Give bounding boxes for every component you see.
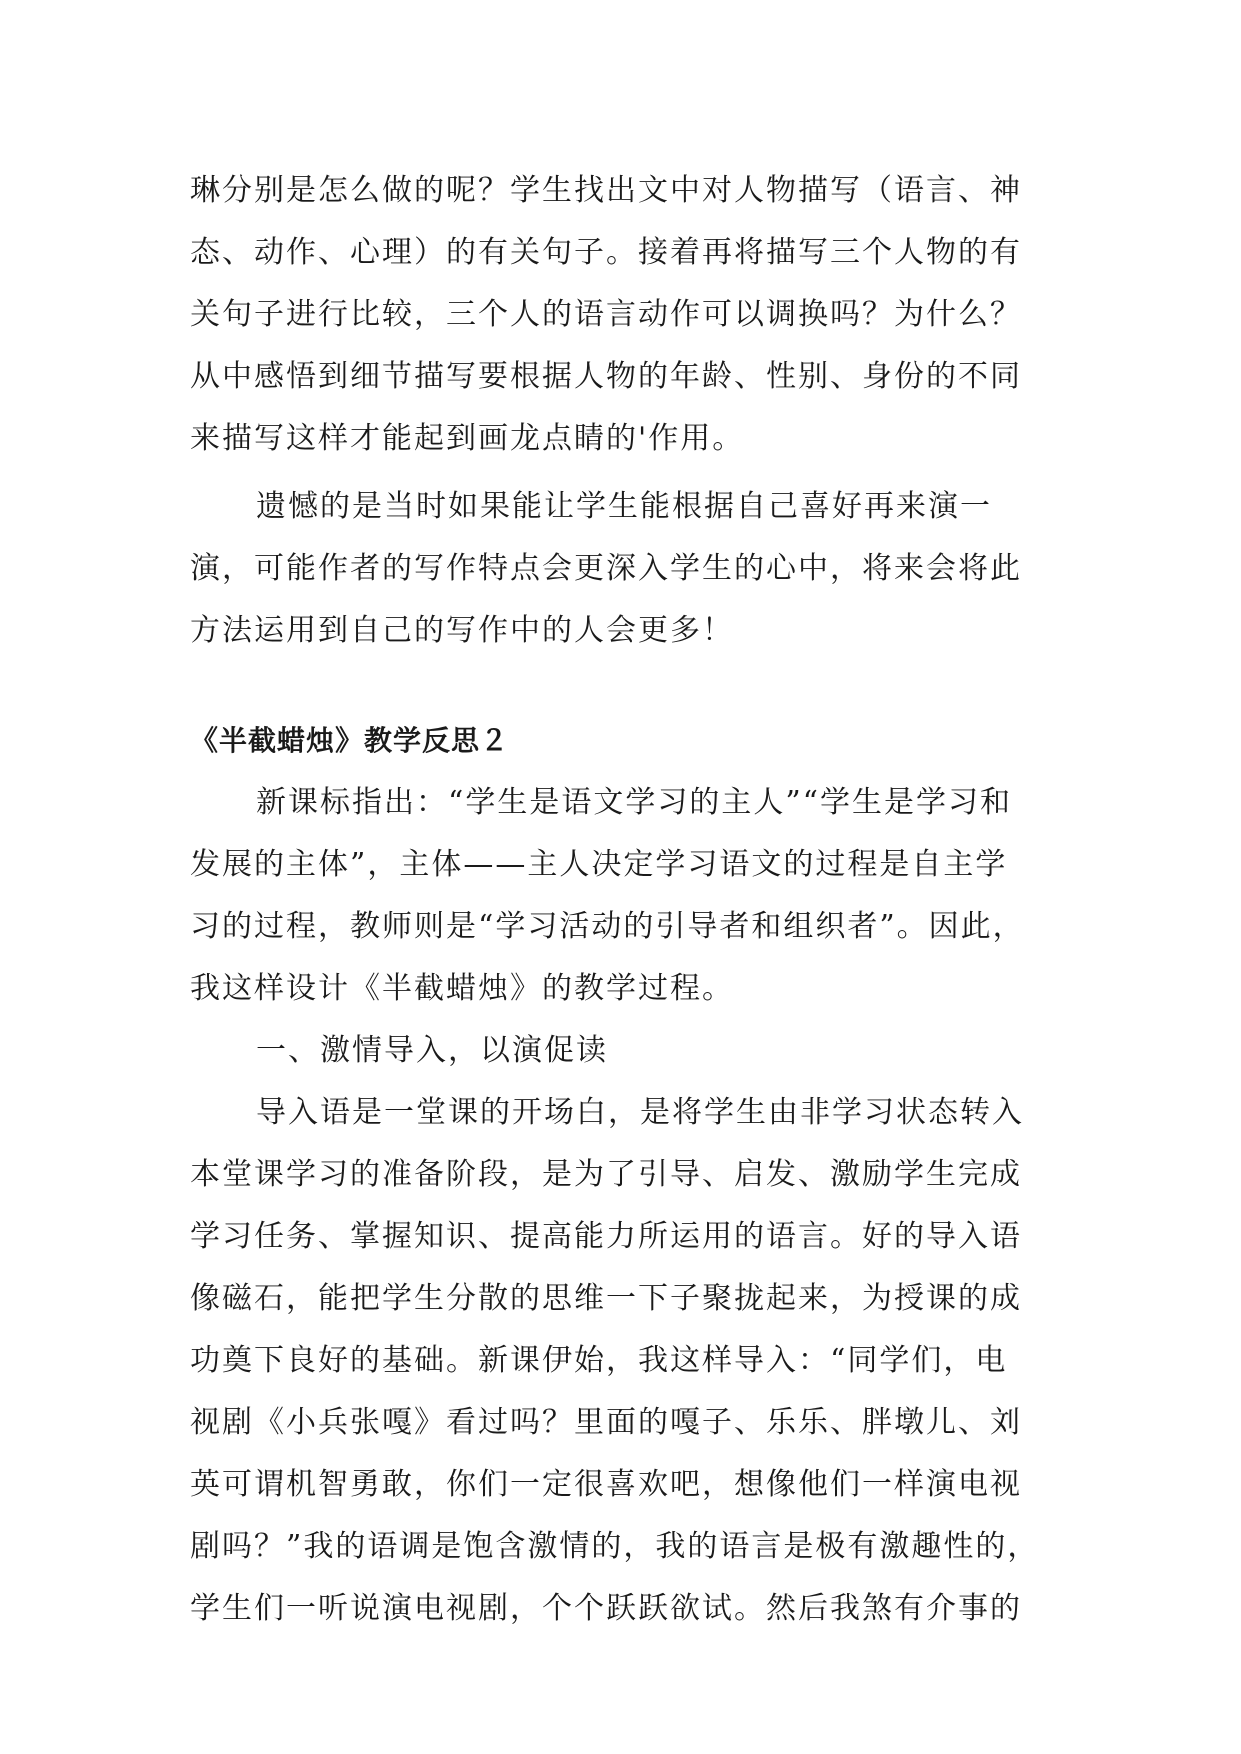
text-line: 本堂课学习的准备阶段，是为了引导、启发、激励学生完成	[190, 1157, 1022, 1192]
text-line: 演，可能作者的写作特点会更深入学生的心中，将来会将此	[190, 551, 1022, 586]
text-line: 习的过程，教师则是“学习活动的引导者和组织者”。因此，	[190, 909, 1025, 944]
document-page	[190, 160, 1070, 1640]
subheading	[190, 1020, 1070, 1082]
text-line: 导入语是一堂课的开场白，是将学生由非学习状态转入	[256, 1095, 1024, 1130]
text-line: 新课标指出：“学生是语文学习的主人”“学生是学习和	[256, 785, 1013, 820]
paragraph-continued	[190, 160, 1070, 470]
section-heading: 《半截蜡烛》教学反思２	[190, 724, 510, 757]
text-line: 功奠下良好的基础。新课伊始，我这样导入：“同学们，电	[190, 1343, 1008, 1378]
paragraph-introduction	[190, 1082, 1070, 1640]
text-line: 英可谓机智勇敢，你们一定很喜欢吧，想像他们一样演电视	[190, 1467, 1022, 1502]
text-line: 关句子进行比较，三个人的语言动作可以调换吗？为什么？	[190, 297, 1022, 332]
text-line: 态、动作、心理）的有关句子。接着再将描写三个人物的有	[190, 235, 1022, 270]
text-line: 学习任务、掌握知识、提高能力所运用的语言。好的导入语	[190, 1219, 1022, 1254]
text-line: 方法运用到自己的写作中的人会更多！	[190, 613, 734, 648]
subheading-text: 一、激情导入，以演促读	[256, 1033, 608, 1068]
paragraph-curriculum	[190, 772, 1070, 1020]
text-line: 视剧《小兵张嘎》看过吗？里面的嘎子、乐乐、胖墩儿、刘	[190, 1405, 1022, 1440]
text-line: 发展的主体”，主体——主人决定学习语文的过程是自主学	[190, 847, 1008, 882]
paragraph-regret	[190, 476, 1070, 662]
text-line: 琳分别是怎么做的呢？学生找出文中对人物描写（语言、神	[190, 173, 1022, 208]
text-line: 遗憾的是当时如果能让学生能根据自己喜好再来演一	[256, 489, 992, 524]
text-line: 像磁石，能把学生分散的思维一下子聚拢起来，为授课的成	[190, 1281, 1022, 1316]
text-line: 我这样设计《半截蜡烛》的教学过程。	[190, 971, 734, 1006]
text-line: 从中感悟到细节描写要根据人物的年龄、性别、身份的不同	[190, 359, 1022, 394]
section-spacer	[190, 662, 1070, 710]
text-line: 剧吗？”我的语调是饱含激情的，我的语言是极有激趣性的，	[190, 1529, 1040, 1564]
text-line: 学生们一听说演电视剧，个个跃跃欲试。然后我煞有介事的	[190, 1591, 1022, 1626]
text-line: 来描写这样才能起到画龙点睛的'作用。	[190, 421, 745, 456]
